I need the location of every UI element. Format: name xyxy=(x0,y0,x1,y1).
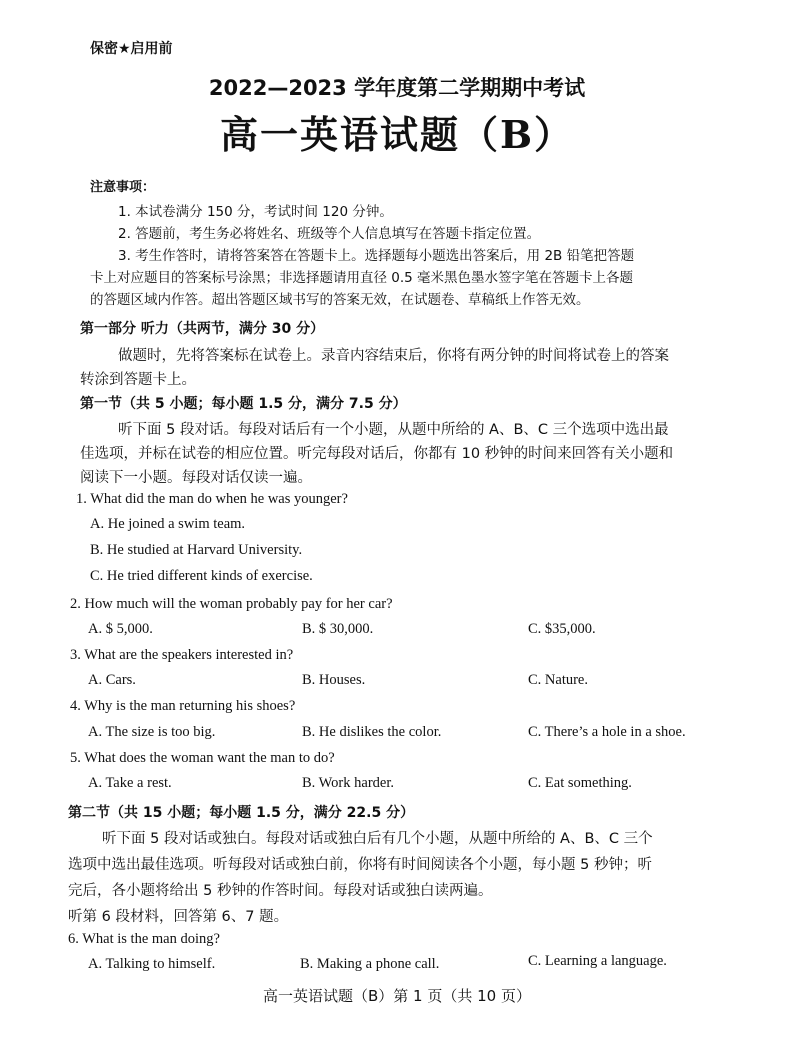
option-b: B. Work harder. xyxy=(302,775,394,791)
note-line: 1. 本试卷满分 150 分，考试时间 120 分钟。 xyxy=(118,204,393,220)
section2-intro-line: 选项中选出最佳选项。听每段对话或独白前，你将有时间阅读各个小题，每小题 5 秒钟；听 xyxy=(68,857,652,873)
note-line: 3. 考生作答时，请将答案答在答题卡上。选择题每小题选出答案后，用 2B 铅笔把答题 xyxy=(118,248,635,264)
option-c: C. $35,000. xyxy=(528,621,596,637)
option-a: A. He joined a swim team. xyxy=(90,516,246,532)
material-note: 听第 6 段材料，回答第 6、7 题。 xyxy=(68,909,289,925)
part1-heading: 第一部分 听力（共两节，满分 30 分） xyxy=(80,321,325,337)
section2-intro-line: 完后，各小题将给出 5 秒钟的作答时间。每段对话或独白读两遍。 xyxy=(68,883,493,899)
section1-intro-line: 阅读下一小题。每段对话仅读一遍。 xyxy=(80,470,312,486)
page-footer: 高一英语试题（B）第 1 页（共 10 页） xyxy=(263,987,531,1005)
section1-intro-line: 听下面 5 段对话。每段对话后有一个小题，从题中所给的 A、B、C 三个选项中选出最 xyxy=(118,422,669,438)
option-c: C. He tried different kinds of exercise. xyxy=(90,568,313,584)
question-stem: 4. Why is the man returning his shoes? xyxy=(70,698,296,714)
option-c: C. Eat something. xyxy=(528,775,632,791)
option-b: B. He studied at Harvard University. xyxy=(90,542,303,558)
option-c: C. Learning a language. xyxy=(528,953,667,969)
section1-heading: 第一节（共 5 小题；每小题 1.5 分，满分 7.5 分） xyxy=(80,396,407,412)
option-b: B. $ 30,000. xyxy=(302,621,374,637)
option-b: B. He dislikes the color. xyxy=(302,724,442,740)
section1-intro-line: 佳选项，并标在试卷的相应位置。听完每段对话后，你都有 10 秒钟的时间来回答有关小题和 xyxy=(80,446,674,462)
option-a: A. Talking to himself. xyxy=(88,956,216,972)
section2-heading: 第二节（共 15 小题；每小题 1.5 分，满分 22.5 分） xyxy=(68,805,415,821)
question-stem: 2. How much will the woman probably pay for her car? xyxy=(70,596,393,612)
option-b: B. Making a phone call. xyxy=(300,956,440,972)
page-title: 高一英语试题（B） xyxy=(219,112,575,157)
notes-heading: 注意事项： xyxy=(90,180,156,195)
note-line: 的答题区域内作答。超出答题区域书写的答案无效，在试题卷、草稿纸上作答无效。 xyxy=(90,292,590,308)
note-line: 卡上对应题目的答案标号涂黑；非选择题请用直径 0.5 毫米黑色墨水签字笔在答题卡上各题 xyxy=(90,270,634,286)
question-stem: 1. What did the man do when he was younger? xyxy=(76,491,348,507)
question-stem: 6. What is the man doing? xyxy=(68,931,220,947)
question-stem: 5. What does the woman want the man to do? xyxy=(70,750,335,766)
option-a: A. Take a rest. xyxy=(88,775,172,791)
option-a: A. The size is too big. xyxy=(88,724,216,740)
option-b: B. Houses. xyxy=(302,672,366,688)
exam-title: 2022—2023 学年度第二学期期中考试 xyxy=(208,76,586,100)
part1-intro-line: 转涂到答题卡上。 xyxy=(80,372,196,388)
option-c: C. Nature. xyxy=(528,672,588,688)
confidential-label: 保密★启用前 xyxy=(90,41,173,57)
section2-intro-line: 听下面 5 段对话或独白。每段对话或独白后有几个小题，从题中所给的 A、B、C 三个 xyxy=(102,831,653,847)
note-line: 2. 答题前，考生务必将姓名、班级等个人信息填写在答题卡指定位置。 xyxy=(118,226,541,242)
option-a: A. $ 5,000. xyxy=(88,621,153,637)
option-c: C. There’s a hole in a shoe. xyxy=(528,724,686,740)
option-a: A. Cars. xyxy=(88,672,136,688)
part1-intro-line: 做题时，先将答案标在试卷上。录音内容结束后，你将有两分钟的时间将试卷上的答案 xyxy=(118,348,669,364)
question-stem: 3. What are the speakers interested in? xyxy=(70,647,294,663)
